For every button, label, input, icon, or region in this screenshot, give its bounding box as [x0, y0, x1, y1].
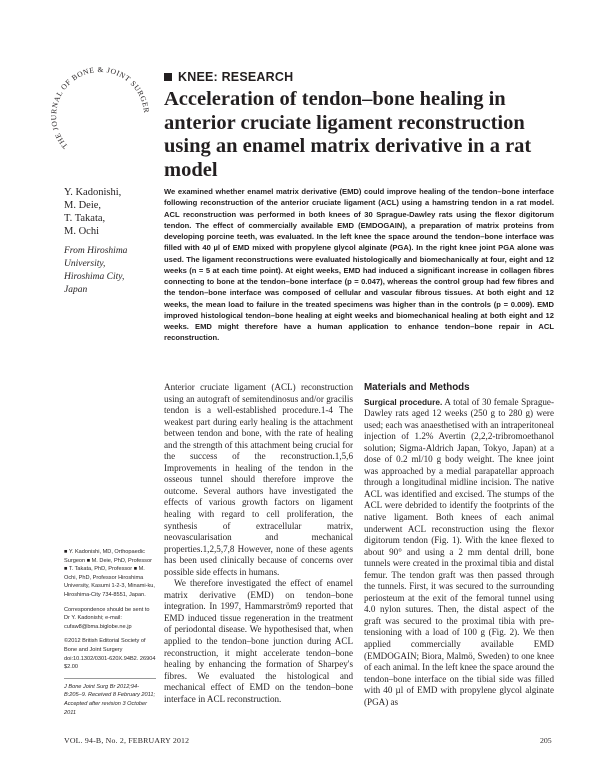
copyright: ©2012 British Editorial Society of Bone and Joint Surgery doi:10.1302/0301-620X.94B2. 26904 $2.00	[64, 638, 156, 671]
journal-logo-text: THE JOURNAL OF BONE & JOINT SURGER	[50, 64, 152, 151]
affiliation-line: From Hiroshima	[64, 246, 128, 256]
author-name: M. Deie,	[64, 200, 102, 211]
author-name: Y. Kadonishi,	[64, 187, 122, 198]
affiliation-line: Japan	[64, 285, 88, 295]
body-column-right	[364, 382, 554, 708]
intro-paragraph: Anterior cruciate ligament (ACL) reconstruction using an autograft of semitendinosus and/or gracilis tendon is a well-established procedure.1-4 The weakest part during early healing is the attachment between tendon and bone, with the rate of healing and the strength of this attachment being crucial for the success of the reconstruction.1,5,6 Improvements in healing of the tendon in the osseous tunnel should therefore improve the outcome. Several authors have investigated the effects of various growth factors on ligament healing with regard to cell proliferation, the synthesis of extracellular matrix, neovascularisation and mechanical properties.1,2,5,7,8 However, none of these agents has been used clinically because of concerns over possible side effects in humans.	[164, 382, 353, 577]
section-label	[164, 70, 293, 84]
author-sidebar	[64, 548, 156, 723]
intro-paragraph: We therefore investigated the effect of enamel matrix derivative (EMD) on tendon–bone integration. In 1997, Hammarström9 reported that EMD induced tissue regeneration in the treatment of periodontal disease. We hypothesised that, when applied to the tendon–bone junction during ACL reconstruction, it might accelerate tendon–bone healing by enhancing the formation of Sharpey's fibres. We evaluated the histological and mechanical effect of EMD on the tendon–bone interface in ACL reconstruction.	[164, 578, 353, 704]
divider	[64, 678, 156, 679]
svg-text:THE JOURNAL OF BONE & JOINT SU	[50, 60, 151, 151]
article-title: Acceleration of tendon–bone healing in anterior cruciate ligament reconstruction using an enamel matrix derivative in a rat model	[164, 88, 532, 181]
affiliation-line: University,	[64, 259, 106, 269]
run-in-heading: Surgical procedure.	[364, 396, 443, 407]
body-column-left	[164, 382, 353, 705]
page-number: 205	[540, 736, 552, 745]
author-list	[64, 186, 154, 238]
affiliation-line: Hiroshima City,	[64, 272, 125, 282]
section-label-text: KNEE: RESEARCH	[178, 70, 294, 84]
journal-logo	[50, 60, 158, 170]
correspondence: Correspondence should be sent to Dr Y. Kadonishi; e-mail: cufaw8@bma.biglobe.ne.jp	[64, 606, 150, 630]
author-details: ■ Y. Kadonishi, MD, Orthopaedic Surgeon ■ M. Deie, PhD, Professor ■ T. Takata, PhD, Professor ■ M. Ochi, PhD, Professor Hiroshima University, Kasumi 1-2-3, Minami-ku, Hiroshima-City 734-8551, Japan.	[64, 549, 155, 598]
author-name: M. Ochi	[64, 226, 99, 237]
section-heading: Materials and Methods	[364, 382, 470, 393]
abstract: We examined whether enamel matrix derivative (EMD) could improve healing of the tendon–bone interface following reconstruction of the anterior cruciate ligament (ACL) using a hamstring tendon in a rat model. ACL reconstruction was performed in both knees of 30 Sprague-Dawley rats using the flexor digitorum tendon. The effect of commercially available EMD (EMDOGAIN), a preparation of matrix proteins from developing porcine teeth, was evaluated. In the left knee the space around the tendon–bone interface was filled with 40 µl of EMD mixed with propylene glycol alginate (PGA). In the right knee joint PGA alone was used. The ligament reconstructions were evaluated histologically and biomechanically at four, eight and 12 weeks (n = 5 at each time point). At eight weeks, EMD had induced a significant increase in collagen fibres connecting to bone at the tendon–bone interface (p = 0.047), whereas the control group had few fibres and the tendon–bone interface was composed of cellular and vascular fibrous tissues. At both eight and 12 weeks, the mean load to failure in the treated specimens was higher than in the controls (p = 0.009). EMD improved histological tendon–bone healing at eight weeks and biomechanical healing at both eight and 12 weeks. EMD might therefore have a human application to enhance tendon–bone repair in ACL reconstruction.	[164, 187, 554, 343]
affiliation	[64, 245, 154, 297]
methods-text: A total of 30 female Sprague-Dawley rats aged 12 weeks (250 g to 280 g) were used; each was anaesthetised with an intraperitoneal injection of 1.2% Avertin (2,2,2-tribromoethanol solution; Sigma-Aldrich Japan, Tokyo, Japan) at a dose of 0.2 ml/10 g body weight. The knee joint was approached by a medial parapatellar approach through a longitudinal midline incision. The native ACL was identified and excised. The stumps of the ACL were debrided to identify the footprints of the native ligament. Both knees of each animal underwent ACL reconstruction using the flexor digitorum tendon (Fig. 1). With the knee flexed to about 90° and using a 2 mm dental drill, bone tunnels were created in the proximal tibia and distal femur. The tendon graft was then passed through the tunnels. First, it was secured to the surrounding periosteum at the exit of the femoral tunnel using 4.0 nylon sutures. Then, the distal aspect of the graft was secured to the proximal tibia with pre-tensioning with a load of 100 g (Fig. 2). We then applied commercially available EMD (EMDOGAIN; Biora, Malmö, Sweden) to one knee of each animal. In the left knee the space around the tendon–bone interface on the tibial side was filled with 40 µl of EMD with propylene glycol alginate (PGA) as	[364, 396, 554, 707]
journal-info: J Bone Joint Surg Br 2012;94-B:205–9. Received 8 February 2011; Accepted after revision 3 October 2011	[64, 683, 156, 716]
methods-paragraph	[364, 397, 554, 709]
footer-volume: VOL. 94-B, No. 2, FEBRUARY 2012	[64, 736, 190, 745]
square-bullet-icon	[164, 73, 172, 81]
author-name: T. Takata,	[64, 213, 106, 224]
